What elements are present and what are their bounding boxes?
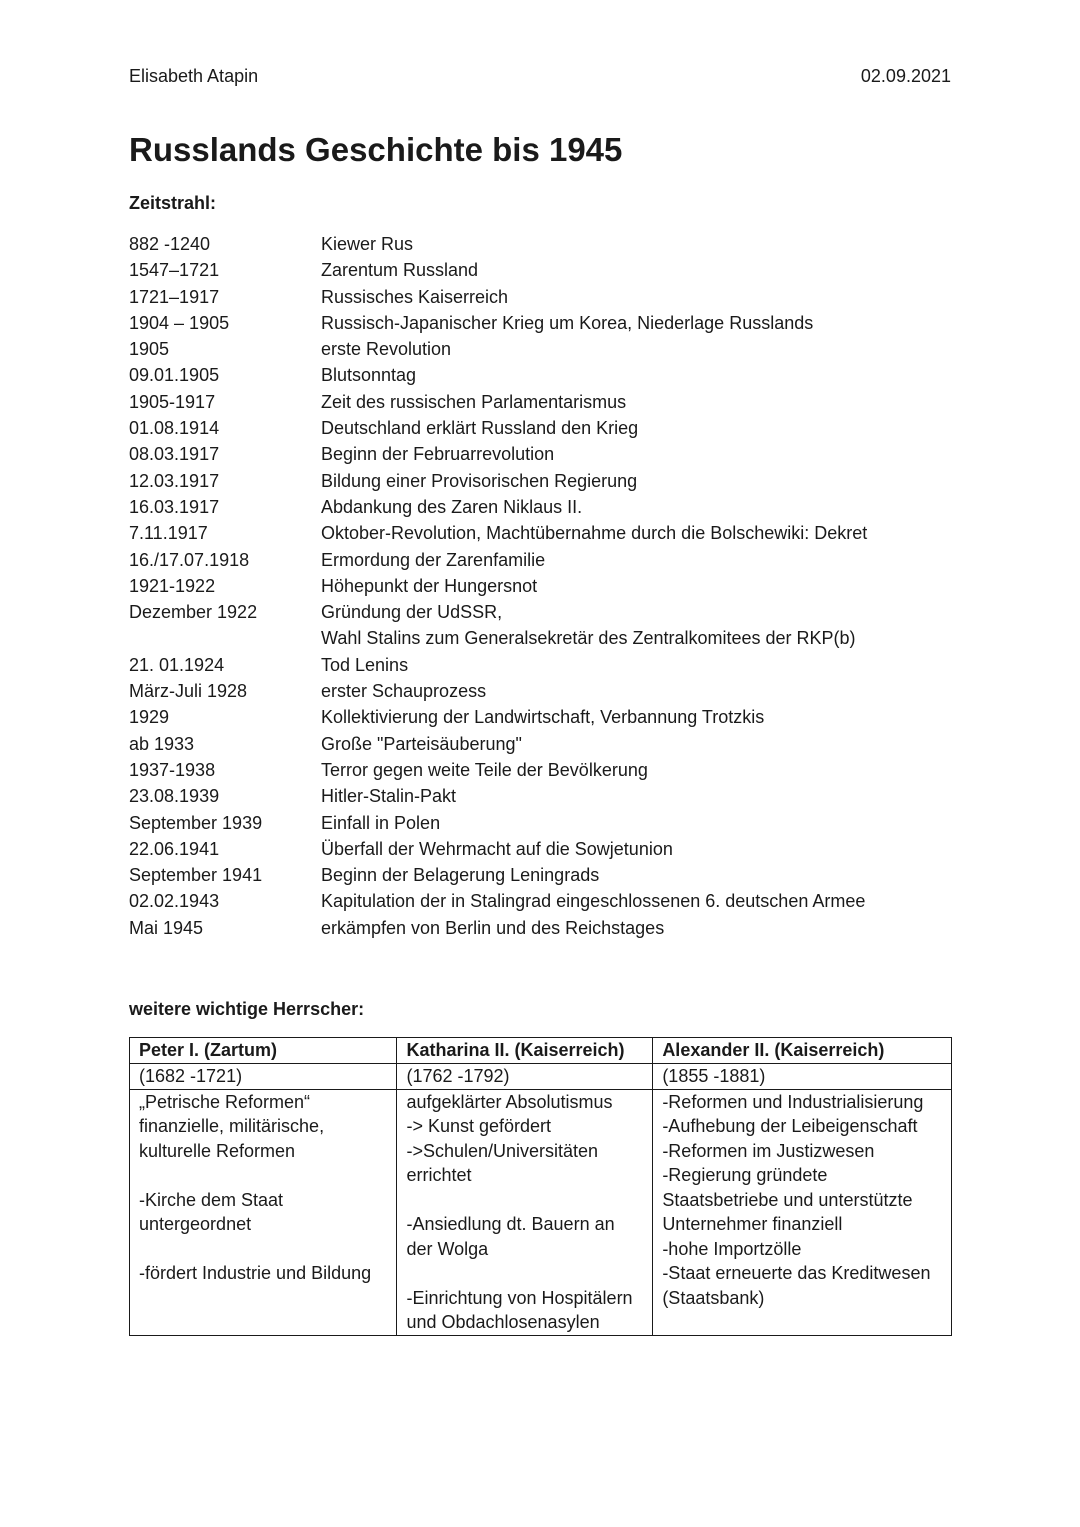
- rulers-table: [129, 1037, 952, 1336]
- timeline-date: September 1941: [129, 865, 263, 886]
- rulers-details-row: [130, 1089, 952, 1335]
- timeline-event: [321, 836, 949, 862]
- timeline-date: 1904 – 1905: [129, 312, 230, 333]
- ruler-name: Alexander II. (Kaiserreich): [653, 1038, 952, 1064]
- timeline-date: Dezember 1922: [129, 602, 258, 623]
- timeline-event: [321, 704, 949, 730]
- timeline-event-line: erster Schauprozess: [321, 681, 487, 702]
- timeline-date: 02.02.1943: [129, 891, 220, 912]
- timeline-date: 16./17.07.1918: [129, 549, 250, 570]
- timeline-row: [129, 494, 949, 520]
- ruler-detail-line: -Einrichtung von Hospitälern: [406, 1287, 633, 1308]
- ruler-detail-line: (Staatsbank): [662, 1287, 765, 1308]
- timeline-date: 1937-1938: [129, 759, 216, 780]
- timeline-date: 12.03.1917: [129, 470, 220, 491]
- timeline-row: [129, 362, 949, 388]
- timeline: [129, 231, 949, 941]
- timeline-row: [129, 284, 949, 310]
- timeline-event: [321, 678, 949, 704]
- rulers-period-row: [130, 1064, 952, 1090]
- timeline-event-line: Ermordung der Zarenfamilie: [321, 549, 546, 570]
- rulers-header-row: [130, 1038, 952, 1064]
- timeline-row: [129, 704, 949, 730]
- document-date: 02.09.2021: [860, 66, 951, 86]
- timeline-date: September 1939: [129, 812, 263, 833]
- ruler-details: [397, 1089, 653, 1335]
- timeline-event: [321, 257, 949, 283]
- timeline-event-line: Einfall in Polen: [321, 812, 441, 833]
- ruler-name: Peter I. (Zartum): [130, 1038, 397, 1064]
- timeline-event: [321, 389, 949, 415]
- timeline-date: 16.03.1917: [129, 496, 220, 517]
- timeline-row: [129, 415, 949, 441]
- timeline-event-line: Bildung einer Provisorischen Regierung: [321, 470, 638, 491]
- timeline-row: [129, 810, 949, 836]
- timeline-event: [321, 757, 949, 783]
- ruler-detail-line: -Kirche dem Staat: [139, 1189, 284, 1210]
- timeline-event: [321, 284, 949, 310]
- timeline-event: [321, 310, 949, 336]
- timeline-row: [129, 310, 949, 336]
- timeline-event: [321, 573, 949, 599]
- timeline-event-line: Hitler-Stalin-Pakt: [321, 786, 457, 807]
- timeline-event: [321, 783, 949, 809]
- timeline-row: [129, 573, 949, 599]
- timeline-event: [321, 731, 949, 757]
- author-name: Elisabeth Atapin: [129, 66, 259, 86]
- ruler-detail-line: Staatsbetriebe und unterstützte: [662, 1189, 913, 1210]
- ruler-detail-line: errichtet: [406, 1165, 472, 1185]
- ruler-detail-line: der Wolga: [406, 1238, 489, 1259]
- ruler-detail-line: -hohe Importzölle: [662, 1238, 802, 1259]
- timeline-event: [321, 231, 949, 257]
- timeline-row: [129, 915, 949, 941]
- ruler-detail-line: -fördert Industrie und Bildung: [139, 1263, 372, 1283]
- timeline-date: 1905: [129, 339, 170, 360]
- ruler-period: (1762 -1792): [397, 1064, 653, 1090]
- timeline-event-line: Kapitulation der in Stalingrad eingeschlossenen 6. deutschen Armee: [321, 891, 866, 912]
- timeline-date: 7.11.1917: [129, 523, 208, 544]
- timeline-date: 23.08.1939: [129, 786, 220, 807]
- timeline-event: [321, 810, 949, 836]
- timeline-event-line: Zarentum Russland: [321, 260, 479, 281]
- timeline-event: [321, 652, 949, 678]
- timeline-event: [321, 599, 949, 652]
- timeline-date: ab 1933: [129, 733, 195, 754]
- timeline-event: [321, 468, 949, 494]
- timeline-row: [129, 599, 949, 652]
- ruler-detail-line: -Aufhebung der Leibeigenschaft: [662, 1116, 918, 1136]
- timeline-row: [129, 231, 949, 257]
- timeline-event: [321, 415, 949, 441]
- timeline-event-line: erste Revolution: [321, 339, 452, 360]
- rulers-heading: weitere wichtige Herrscher:: [129, 999, 365, 1019]
- timeline-date: 1721–1917: [129, 286, 220, 307]
- ruler-detail-line: -Staat erneuerte das Kreditwesen: [662, 1263, 931, 1283]
- ruler-detail-line: finanzielle, militärische,: [139, 1116, 325, 1136]
- timeline-row: [129, 678, 949, 704]
- timeline-row: [129, 389, 949, 415]
- timeline-row: [129, 547, 949, 573]
- timeline-row: [129, 783, 949, 809]
- timeline-event: [321, 862, 949, 888]
- timeline-event: [321, 441, 949, 467]
- ruler-detail-line: [139, 1237, 387, 1262]
- timeline-row: [129, 888, 949, 914]
- timeline-date: Mai 1945: [129, 917, 204, 938]
- timeline-date: 08.03.1917: [129, 444, 220, 465]
- timeline-row: [129, 468, 949, 494]
- timeline-event: [321, 915, 949, 941]
- timeline-event-line: Tod Lenins: [321, 654, 409, 675]
- timeline-event: [321, 520, 949, 546]
- timeline-row: [129, 836, 949, 862]
- ruler-detail-line: [139, 1163, 387, 1188]
- timeline-date: 22.06.1941: [129, 838, 220, 859]
- timeline-event-line: Kollektivierung der Landwirtschaft, Verbannung Trotzkis: [321, 707, 765, 728]
- ruler-detail-line: kulturelle Reformen: [139, 1140, 296, 1161]
- timeline-row: [129, 257, 949, 283]
- ruler-detail-line: [406, 1261, 643, 1286]
- timeline-date: 1929: [129, 707, 170, 728]
- timeline-event: [321, 547, 949, 573]
- ruler-detail-line: -Reformen und Industrialisierung: [662, 1091, 924, 1112]
- timeline-event-line: Wahl Stalins zum Generalsekretär des Zentralkomitees der RKP(b): [321, 628, 856, 649]
- timeline-date: 882 -1240: [129, 234, 211, 254]
- timeline-event-line: Gründung der UdSSR,: [321, 602, 503, 623]
- page-title: Russlands Geschichte bis 1945: [129, 131, 623, 168]
- timeline-event-line: Beginn der Belagerung Leningrads: [321, 865, 600, 886]
- timeline-event-line: Überfall der Wehrmacht auf die Sowjetunion: [321, 838, 673, 859]
- timeline-row: [129, 652, 949, 678]
- timeline-event-line: Blutsonntag: [321, 365, 417, 386]
- timeline-event-line: Russisch-Japanischer Krieg um Korea, Niederlage Russlands: [321, 312, 814, 333]
- timeline-date: 1921-1922: [129, 575, 216, 596]
- timeline-event: [321, 494, 949, 520]
- ruler-period: (1855 -1881): [653, 1064, 952, 1090]
- ruler-detail-line: -Regierung gründete: [662, 1165, 828, 1185]
- timeline-event-line: erkämpfen von Berlin und des Reichstages: [321, 917, 665, 938]
- ruler-detail-line: und Obdachlosenasylen: [406, 1312, 600, 1332]
- timeline-event-line: Zeit des russischen Parlamentarismus: [321, 391, 627, 412]
- ruler-details: [130, 1089, 397, 1335]
- ruler-detail-line: -Ansiedlung dt. Bauern an: [406, 1214, 615, 1234]
- timeline-event-line: Kiewer Rus: [321, 234, 414, 254]
- ruler-name: Katharina II. (Kaiserreich): [397, 1038, 653, 1064]
- timeline-event-line: Oktober-Revolution, Machtübernahme durch die Bolschewiki: Dekret: [321, 523, 868, 544]
- timeline-event-line: Abdankung des Zaren Niklaus II.: [321, 496, 583, 517]
- ruler-detail-line: „Petrische Reformen“: [139, 1091, 311, 1112]
- ruler-detail-line: -Reformen im Justizwesen: [662, 1140, 875, 1161]
- timeline-event: [321, 362, 949, 388]
- timeline-date: 1547–1721: [129, 260, 220, 281]
- timeline-event-line: Große "Parteisäuberung": [321, 733, 522, 754]
- timeline-event: [321, 336, 949, 362]
- timeline-date: 21. 01.1924: [129, 654, 225, 675]
- timeline-row: [129, 336, 949, 362]
- timeline-event: [321, 888, 949, 914]
- timeline-date: 01.08.1914: [129, 418, 220, 439]
- timeline-event-line: Deutschland erklärt Russland den Krieg: [321, 418, 639, 439]
- ruler-period: (1682 -1721): [130, 1064, 397, 1090]
- ruler-detail-line: untergeordnet: [139, 1214, 252, 1234]
- timeline-row: [129, 757, 949, 783]
- timeline-event-line: Russisches Kaiserreich: [321, 286, 509, 307]
- timeline-heading: Zeitstrahl:: [129, 193, 217, 213]
- timeline-row: [129, 520, 949, 546]
- timeline-row: [129, 731, 949, 757]
- timeline-event-line: Höhepunkt der Hungersnot: [321, 575, 538, 596]
- ruler-detail-line: ->Schulen/Universitäten: [406, 1140, 599, 1161]
- timeline-event-line: Beginn der Februarrevolution: [321, 444, 555, 465]
- timeline-date: März-Juli 1928: [129, 681, 248, 702]
- timeline-date: 1905-1917: [129, 391, 216, 412]
- timeline-date: 09.01.1905: [129, 365, 220, 386]
- ruler-detail-line: -> Kunst gefördert: [406, 1116, 552, 1136]
- ruler-detail-line: Unternehmer finanziell: [662, 1214, 843, 1234]
- ruler-detail-line: [406, 1188, 643, 1213]
- timeline-row: [129, 862, 949, 888]
- ruler-details: [653, 1089, 952, 1335]
- ruler-detail-line: aufgeklärter Absolutismus: [406, 1091, 613, 1112]
- timeline-row: [129, 441, 949, 467]
- timeline-event-line: Terror gegen weite Teile der Bevölkerung: [321, 759, 648, 780]
